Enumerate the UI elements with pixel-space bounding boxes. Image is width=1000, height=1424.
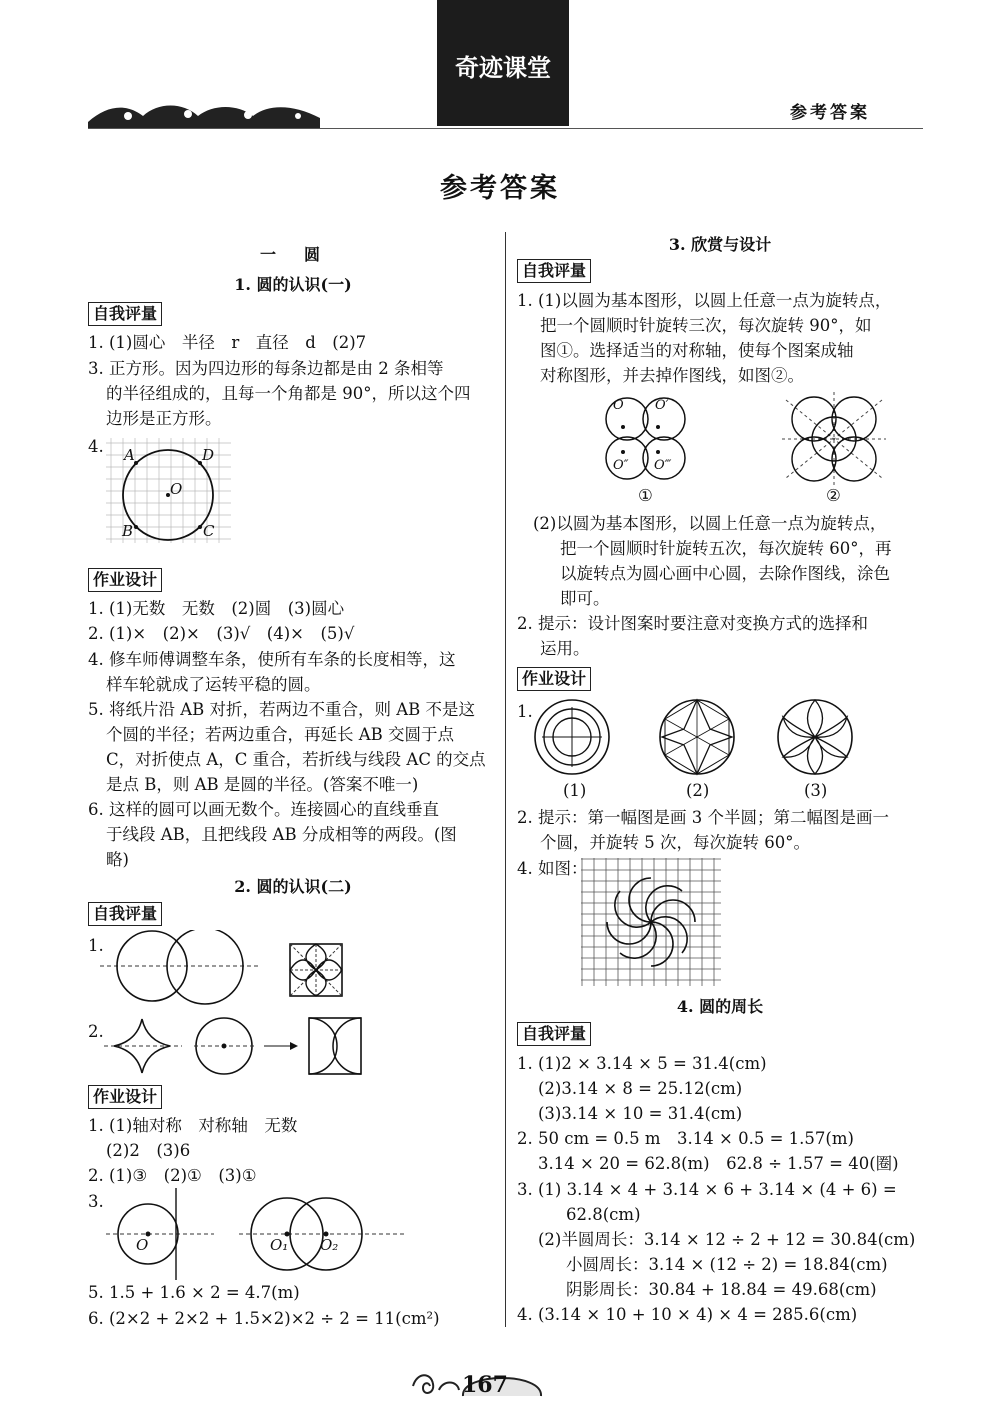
s3-hw-num: 1.	[517, 702, 533, 721]
s3-symmetric-pattern-figure	[782, 392, 886, 486]
header-rule	[88, 128, 923, 129]
s3-self-line-4: 对称图形，并去掉作图线，如图②。	[540, 366, 804, 385]
s1-hw-line-2: 2. (1)× (2)× (3)√ (4)× (5)√	[88, 624, 355, 643]
s2-hw-line-6: 6. (2×2 + 2×2 + 1.5×2)×2 ÷ 2 = 11(cm²)	[88, 1309, 440, 1328]
hw-fig-caption-1: (1)	[563, 781, 587, 800]
s1-self-line-5: 4.	[88, 437, 104, 456]
fig3-label-o: O	[136, 1236, 149, 1254]
fig-s3-label-o: O	[613, 398, 624, 413]
fig1-label-o: O	[170, 480, 183, 498]
s1-self-line-2: 3. 正方形。因为四边形的每条边都是由 2 条相等	[88, 359, 444, 378]
s3-self-line-8: 即可。	[560, 589, 610, 608]
s1-self-line-1: 1. (1)圆心 半径 r 直径 d (2)7	[88, 333, 367, 352]
s1-hw-line-8: 是点 B，则 AB 是圆的半径。(答案不唯一)	[106, 775, 419, 794]
s1-hw-line-10: 于线段 AB，且把线段 AB 分成相等的两段。(图	[106, 825, 457, 844]
self-eval-label-4: 自我评量	[517, 1022, 591, 1046]
self-eval-label-1: 自我评量	[88, 302, 162, 326]
s2-hw-line-2: (2)2 (3)6	[106, 1141, 191, 1160]
s3-self-line-10: 运用。	[540, 639, 590, 658]
section-title-3: 3. 欣赏与设计	[668, 235, 772, 254]
fig-s3-caption-1: ①	[638, 486, 653, 505]
s2-hw-line-4: 3.	[88, 1192, 104, 1211]
s4-self-line-3: (3)3.14 × 10 = 31.4(cm)	[538, 1104, 743, 1123]
fig1-label-d: D	[202, 446, 215, 464]
s4-self-line-2: (2)3.14 × 8 = 25.12(cm)	[538, 1079, 743, 1098]
fig1-label-b: B	[122, 522, 134, 540]
fig-s3-label-o3: O‴	[654, 458, 672, 473]
page-title: 参考答案	[440, 173, 560, 204]
s4-self-line-10: 阴影周长：30.84 + 18.84 = 49.68(cm)	[566, 1280, 877, 1299]
s3-self-line-1: 1. (1)以圆为基本图形，以圆上任意一点为旋转点，	[517, 291, 892, 310]
s2-hw-line-5: 5. 1.5 + 1.6 × 2 = 4.7(m)	[88, 1283, 300, 1302]
section-title-1: 1. 圆的认识(一)	[234, 275, 352, 294]
hw-design-label-1: 作业设计	[88, 568, 162, 592]
s3-hw-circle-designs-figure	[532, 697, 862, 777]
s1-self-line-4: 边形是正方形。	[106, 409, 222, 428]
s2-self-num-2: 2.	[88, 1022, 104, 1041]
s1-hw-line-7: C，对折使点 A，C 重合，若折线与线段 AC 的交点	[106, 750, 486, 769]
fig1-label-c: C	[203, 522, 215, 540]
s1-self-line-3: 的半径组成的，且每一个角都是 90°，所以这个四	[106, 384, 471, 403]
s3-hw-line-2: 个圆，并旋转 5 次，每次旋转 60°。	[540, 833, 810, 852]
s4-self-line-5: 3.14 × 20 = 62.8(m) 62.8 ÷ 1.57 = 40(圈)	[538, 1154, 899, 1173]
column-divider	[505, 232, 506, 1327]
section-title-4: 4. 圆的周长	[676, 997, 764, 1016]
fig-s3-label-o2: O″	[613, 458, 629, 473]
s2-symmetry-circles-figure	[104, 1188, 404, 1280]
s1-hw-line-5: 5. 将纸片沿 AB 对折，若两边不重合，则 AB 不是这	[88, 700, 476, 719]
s3-hw-line-1: 2. 提示：第一幅图是画 3 个半圆；第二幅图是画一	[517, 808, 889, 827]
s2-two-circles-and-flower-figure	[100, 930, 360, 1018]
self-eval-label-3: 自我评量	[517, 259, 591, 283]
s3-self-line-5: (2)以圆为基本图形，以圆上任意一点为旋转点，	[533, 514, 887, 533]
fig-s3-label-o1: O′	[655, 398, 669, 413]
s2-self-num-1: 1.	[88, 936, 104, 955]
fig3-label-o1: O₁	[270, 1236, 289, 1254]
hw-fig-caption-2: (2)	[686, 781, 710, 800]
s1-hw-line-9: 6. 这样的圆可以画无数个。连接圆心的直线垂直	[88, 800, 439, 819]
fig-s3-caption-2: ②	[826, 486, 841, 505]
self-eval-label-2: 自我评量	[88, 902, 162, 926]
hw-fig-caption-3: (3)	[804, 781, 828, 800]
s4-self-line-1: 1. (1)2 × 3.14 × 5 = 31.4(cm)	[517, 1054, 767, 1073]
s2-hw-line-3: 2. (1)③ (2)① (3)①	[88, 1166, 257, 1185]
s4-self-line-8: (2)半圆周长：3.14 × 12 ÷ 2 + 12 = 30.84(cm)	[538, 1230, 916, 1249]
s1-hw-line-1: 1. (1)无数 无数 (2)圆 (3)圆心	[88, 599, 345, 618]
fig3-label-o2: O₂	[320, 1236, 339, 1254]
s3-pinwheel-grid-figure	[581, 858, 721, 986]
s3-self-line-6: 把一个圆顺时针旋转五次，每次旋转 60°，再	[560, 539, 892, 558]
s4-self-line-6: 3. (1) 3.14 × 4 + 3.14 × 6 + 3.14 × (4 + 6) =	[517, 1180, 897, 1199]
s4-self-line-9: 小圆周长：3.14 × (12 ÷ 2) = 18.84(cm)	[566, 1255, 888, 1274]
hw-design-label-3: 作业设计	[517, 667, 591, 691]
s4-self-line-4: 2. 50 cm = 0.5 m 3.14 × 0.5 = 1.57(m)	[517, 1129, 854, 1148]
s2-star-circle-figure	[104, 1014, 366, 1084]
header-logo	[437, 0, 569, 126]
s3-self-line-2: 把一个圆顺时针旋转三次，每次旋转 90°，如	[540, 316, 872, 335]
page-number: 167	[462, 1372, 508, 1398]
s1-hw-line-11: 略)	[106, 850, 129, 869]
s4-self-line-7: 62.8(cm)	[566, 1205, 641, 1224]
s3-self-line-7: 以旋转点为圆心画中心圆，去除作图线，涂色	[560, 564, 890, 583]
s2-hw-line-1: 1. (1)轴对称 对称轴 无数	[88, 1116, 298, 1135]
section-title-2: 2. 圆的认识(二)	[234, 877, 352, 896]
s1-hw-line-6: 个圆的半径；若两边重合，再延长 AB 交圆于点	[106, 725, 455, 744]
header-section-label: 参考答案	[790, 103, 870, 123]
header-cloud-ornament	[88, 100, 320, 128]
s4-self-line-11: 4. (3.14 × 10 + 10 × 4) × 4 = 285.6(cm)	[517, 1305, 858, 1324]
s3-hw-line-3: 4. 如图：	[517, 859, 588, 878]
s3-self-line-3: 图①。选择适当的对称轴，使每个图案成轴	[540, 341, 854, 360]
s1-hw-line-3: 4. 修车师傅调整车条，使所有车条的长度相等，这	[88, 650, 456, 669]
logo-text: 奇迹课堂	[455, 54, 551, 82]
chapter-title: 一 圆	[259, 245, 326, 264]
hw-design-label-2: 作业设计	[88, 1085, 162, 1109]
fig1-label-a: A	[124, 446, 135, 464]
s1-hw-line-4: 样车轮就成了运转平稳的圆。	[106, 675, 321, 694]
s3-self-line-9: 2. 提示：设计图案时要注意对变换方式的选择和	[517, 614, 868, 633]
